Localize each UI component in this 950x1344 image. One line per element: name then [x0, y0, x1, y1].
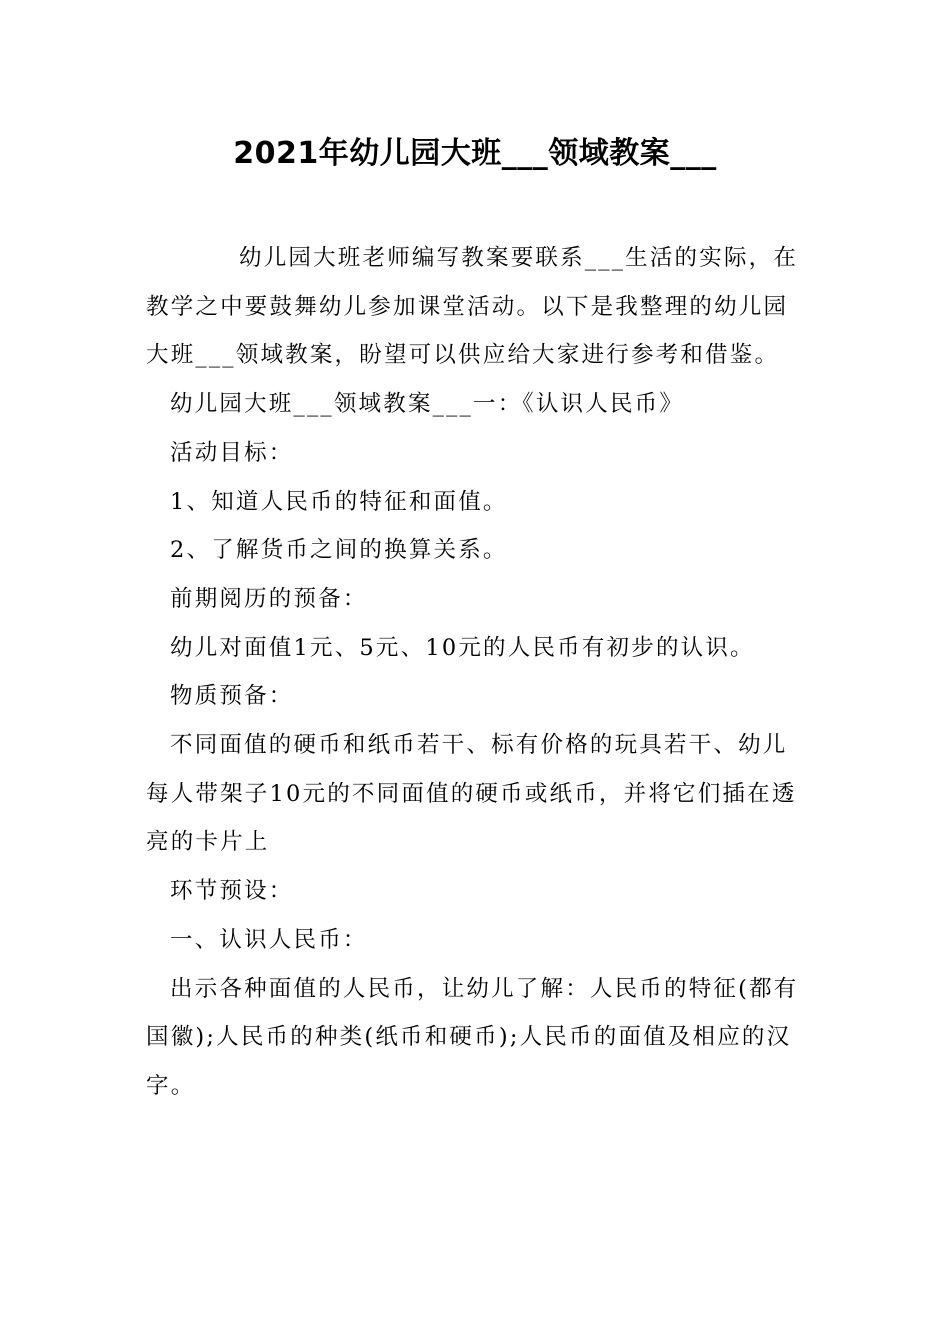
lesson-heading: 幼儿园大班___领域教案___一：《认识人民币》 [170, 391, 685, 418]
goal-item-2: 2、了解货币之间的换算关系。 [170, 537, 508, 564]
section-heading-prior-experience: 前期阅历的预备： [170, 585, 368, 612]
step-1-paragraph: 出示各种面值的人民币，让幼儿了解：人民币的特征(都有国徽);人民币的种类(纸币和硬币);人民币的面值及相应的汉字。 [146, 975, 799, 1099]
prior-experience-text: 幼儿对面值1元、5元、10元的人民币有初步的认识。 [170, 634, 755, 661]
document-body [146, 234, 811, 1111]
document-title: 2021年幼儿园大班___领域教案___ [233, 136, 717, 171]
intro-paragraph: 幼儿园大班老师编写教案要联系___生活的实际，在教学之中要鼓舞幼儿参加课堂活动。以下是我整理的幼儿园大班___领域教案，盼望可以供应给大家进行参考和借鉴。 [146, 245, 799, 369]
section-heading-goals: 活动目标： [170, 439, 294, 466]
materials-paragraph: 不同面值的硬币和纸币若干、标有价格的玩具若干、幼儿每人带架子10元的不同面值的硬币或纸币，并将它们插在透亮的卡片上 [146, 732, 797, 856]
section-heading-steps: 环节预设： [170, 878, 294, 905]
goal-item-1: 1、知道人民币的特征和面值。 [170, 488, 508, 515]
step-heading-1: 一、认识人民币： [170, 926, 368, 953]
section-heading-materials: 物质预备： [170, 683, 294, 710]
